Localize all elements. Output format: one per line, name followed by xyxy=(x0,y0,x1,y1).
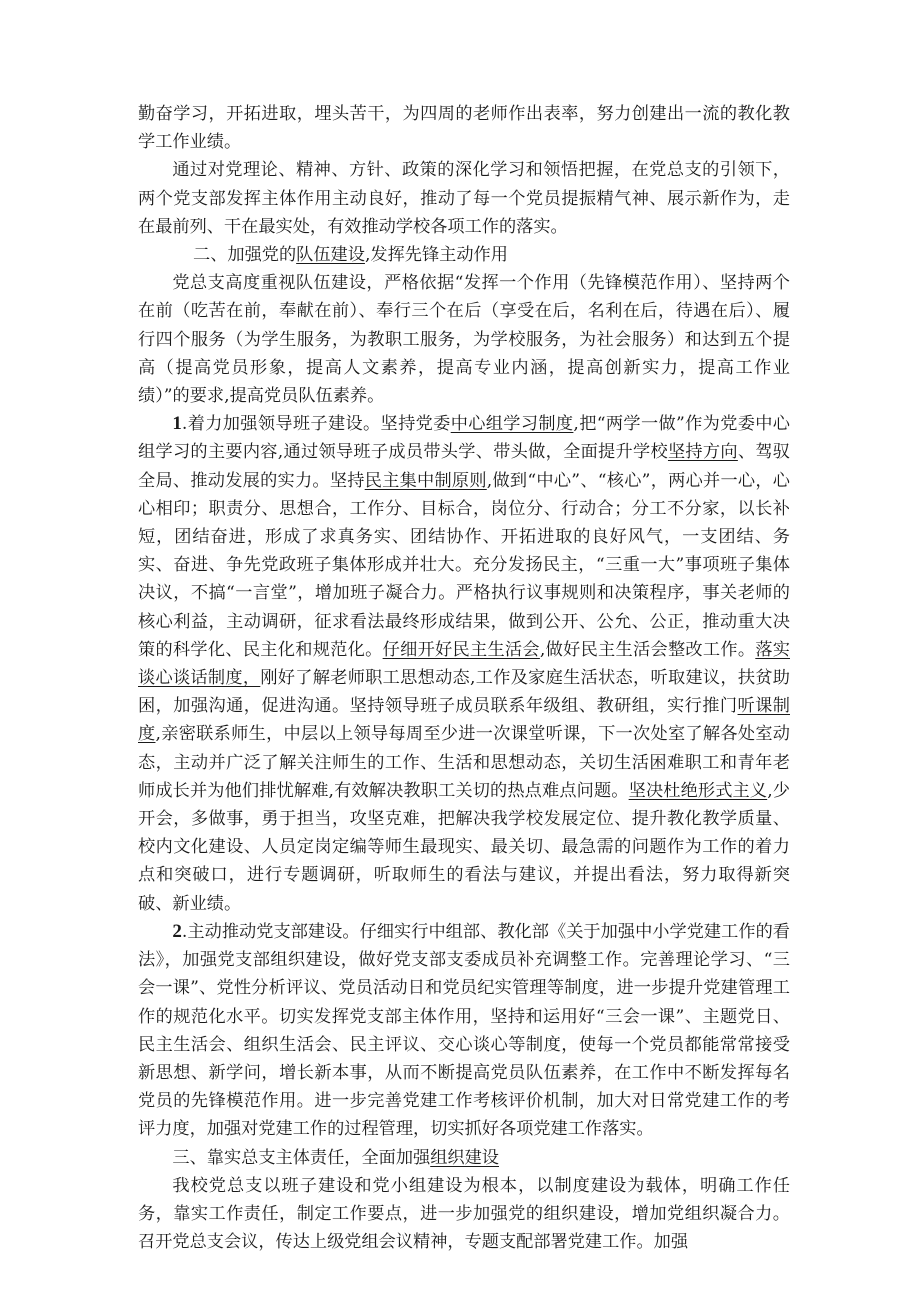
paragraph: 通过对党理论、精神、方针、政策的深化学习和领悟把握，在党总支的引领下，两个党支部发挥主体作用主动良好，推动了每一个党员提振精气神、展示新作为，走在最前列、干在最实处，有效推动学校各项工作的落实。 xyxy=(138,160,790,237)
text-run: ,做到“中心”、“核心”，两心并一心，心心相印；职责分、思想合，工作分、目标合，岗位分、行动合；分工不分家，以长补短，团结奋进，形成了求真务实、团结协作、开拓进取的良好风气，一支团结、务实、奋进、争先党政班子集体形成并壮大。充分发扬民主，“三重一大”事项班子集体决议，不搞“一言堂”，增加班子凝合力。严格执行议事规则和决策程序，事关老师的核心利益，主动调研，征求看法最终形成结果，做到公开、公允、公正，推动重大决策的科学化、民主化和规范化。 xyxy=(138,470,790,660)
underlined-term: 组织建设 xyxy=(430,1147,499,1168)
heading-text: 三、靠实总支主体责任，全面加强 xyxy=(172,1147,431,1168)
text-run: ,少开会，多做事，勇于担当，攻坚克难，把解决我学校发展定位、提升教化教学质量、校内文化建设、人员定岗定编等师生最现实、最关切、最急需的问题作为工作的着力点和突破口，进行专题调研，听取师生的看法与建议，并提出看法，努力取得新突破、新业绩。 xyxy=(138,780,790,914)
document-body xyxy=(138,100,790,1256)
item-number: 1 xyxy=(172,413,182,435)
section-heading-2 xyxy=(138,241,790,269)
paragraph: 党总支高度重视队伍建设，严格依据“发挥一个作用（先锋模范作用）、坚持两个在前（吃苦在前，奉献在前）、奉行三个在后（享受在后，名利在后，待遇在后）、履行四个服务（为学生服务，为教职工服务，为学校服务，为社会服务）和达到五个提高（提高党员形象，提高人文素养，提高专业内涵，提高创新实力，提高工作业绩）”的要求,提高党员队伍素养。 xyxy=(138,273,790,407)
text-run: 、驾驭全局、推动发展的实力。坚持 xyxy=(138,442,790,491)
text-run: .着力加强领导班子建设。坚持党委 xyxy=(181,414,451,435)
text-run: ,把“两学一做”作为党委中心组学习的主要内容,通过领导班子成员带头学、带头做，全面提升学校 xyxy=(138,414,790,463)
text-run: 刚好了解老师职工思想动态,工作及家庭生活状态，听取建议，扶贫助困，加强沟通，促进沟通。坚持领导班子成员联系年级组、教研组，实行推门 xyxy=(138,668,790,717)
underlined-term: 落实谈心谈话制度， xyxy=(138,639,790,689)
heading-text: ,发挥先锋主动作用 xyxy=(364,245,508,266)
section-heading-3 xyxy=(138,1144,790,1172)
underlined-term: 听课制度 xyxy=(138,696,790,745)
heading-text: 二、加强党的 xyxy=(193,245,297,266)
underlined-term: 坚决杜绝形式主义 xyxy=(628,780,768,801)
subsection-2 xyxy=(138,918,790,1144)
paragraph: 勤奋学习，开拓进取，埋头苦干，为四周的老师作出表率，努力创建出一流的教化教学工作业绩。 xyxy=(138,104,790,153)
item-number: 2 xyxy=(172,920,182,942)
text-run: ,亲密联系师生，中层以上领导每周至少进一次课堂听课，下一次处室了解各处室动态，主动并广泛了解关注师生的工作、生活和思想动态，关切生活困难职工和青年老师成长并为他们排忧解难,有效解决教职工关切的热点难点问题。 xyxy=(138,724,790,801)
underlined-term: 中心组学习制度 xyxy=(450,414,574,435)
text-run: .主动推动党支部建设。仔细实行中组部、教化部《关于加强中小学党建工作的看法》，加强党支部组织建设，做好党支部支委成员补充调整工作。完善理论学习、“三会一课”、党性分析评议、党员活动日和党员纪实管理等制度，进一步提升党建管理工作的规范化水平。切实发挥党支部主体作用，坚持和运用好“三会一课”、主题党日、民主生活会、组织生活会、民主评议、交心谈心等制度，使每一个党员都能常常接受新思想、新学问，增长新本事，从而不断提高党员队伍素养，在工作中不断发挥每名党员的先锋模范作用。进一步完善党建工作考核评价机制，加大对日常党建工作的考评力度，加强对党建工作的过程管理，切实抓好各项党建工作落实。 xyxy=(138,921,790,1140)
underlined-term: 坚持方向 xyxy=(667,442,738,463)
underlined-term: 民主集中制原则 xyxy=(364,470,487,491)
underlined-term: 队伍建设 xyxy=(296,245,365,266)
paragraph: 我校党总支以班子建设和党小组建设为根本，以制度建设为载体，明确工作任务，靠实工作责任，制定工作要点，进一步加强党的组织建设，增加党组织凝合力。召开党总支会议，传达上级党组会议精神，专题支配部署党建工作。加强 xyxy=(138,1175,790,1253)
subsection-1 xyxy=(138,410,790,918)
underlined-term: 仔细开好民主生活会 xyxy=(382,639,540,660)
text-run: ,做好民主生活会整改工作。 xyxy=(539,639,756,660)
